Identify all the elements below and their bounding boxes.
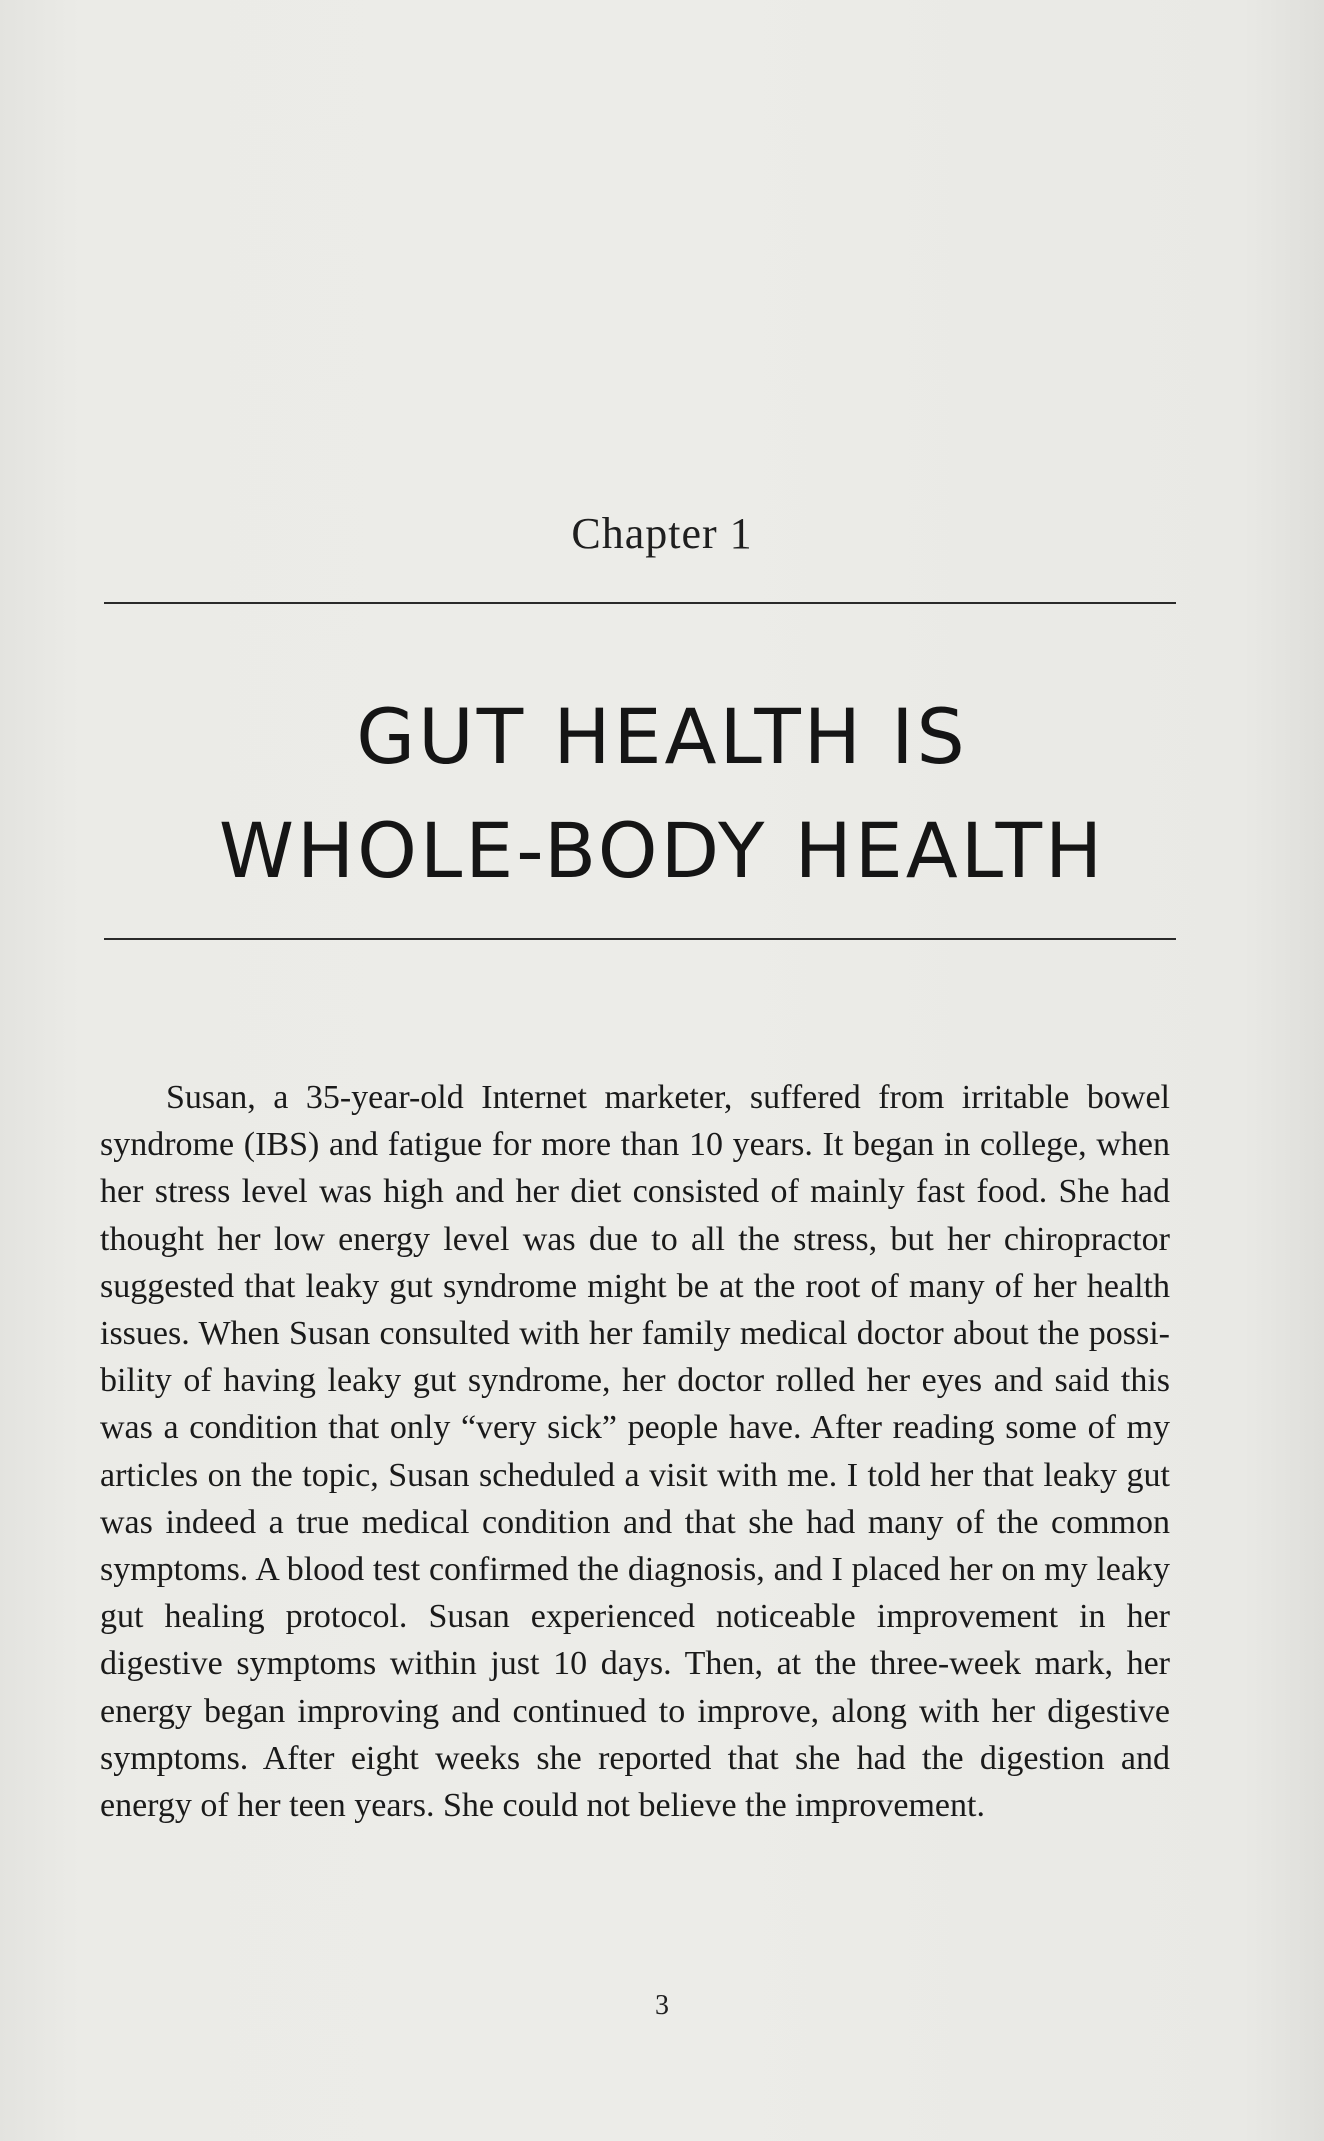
chapter-title-line-1: GUT HEALTH IS [356, 692, 968, 781]
chapter-label: Chapter 1 [571, 509, 753, 558]
title-bottom-rule [104, 938, 1176, 940]
chapter-title-line-2: WHOLE-BODY HEALTH [218, 806, 1106, 895]
page-number: 3 [655, 1990, 669, 2021]
chapter-title [0, 680, 1324, 908]
title-top-rule [104, 602, 1176, 604]
body-paragraph: Susan, a 35-year-old Internet marketer, suffered from irritable bowel syndrome (IBS) and fatigue for more than 10 years. It began in college, when her stress level was high and her diet consisted of mainly fast food. She had thought her low energy level was due to all the stress, but her chiropractor suggested that leaky gut syndrome might be at the root of many of her health issues. When Susan consulted with her family medical doctor about the possibility of having leaky gut syndrome, her doctor rolled her eyes and said this was a condition that only “very sick” people have. After reading some of my articles on the topic, Susan scheduled a visit with me. I told her that leaky gut was indeed a true medical condition and that she had many of the common symptoms. A blood test confirmed the diagnosis, and I placed her on my leaky gut healing protocol. Susan experienced noticeable improvement in her digestive symptoms within just 10 days. Then, at the three-week mark, her energy began improving and continued to improve, along with her digestive symptoms. After eight weeks she reported that she had the digestion and energy of her teen years. She could not believe the improvement. [100, 1079, 1170, 1825]
